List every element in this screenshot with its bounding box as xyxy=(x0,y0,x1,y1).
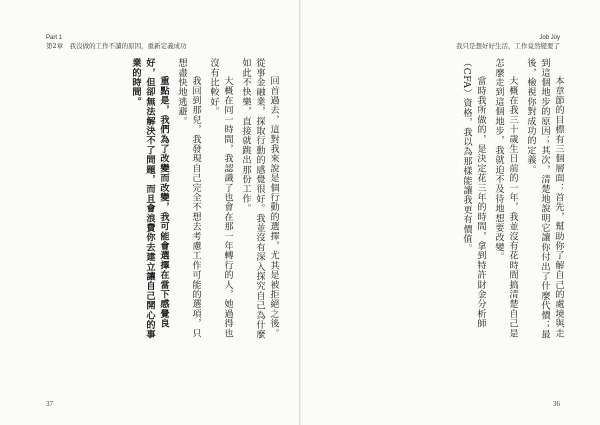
left-body-text xyxy=(46,58,280,343)
book-title: Job Joy xyxy=(539,35,560,41)
left-page xyxy=(0,0,299,425)
left-paragraph-bold: 重點是，我們為了改變而改變，我可能會選擇在當下感覺良好，但卻無法解決不了問題，而且會浪費你去建立讓自己開心的事業的時間。 xyxy=(130,58,169,340)
book-subtitle: 我只是想好好生活，工作竟然變要了 xyxy=(456,42,560,50)
right-body-text xyxy=(331,58,565,343)
left-paragraph: 大概在同一時間，我認識了也會在那一年轉行的人，她過得也沒有比較好。 xyxy=(208,58,233,339)
right-paragraph: 當時我所做的，是決定花三年的時間，拿到特許財金分析師（CFA）資格，我以為那樣能讓我更有價值。 xyxy=(461,58,486,329)
left-paragraph: 回首過去，這對我來說是個行動的選擇，尤其是被拒絕之後。從事金融業，探取行動的感覺很好。我並沒有深入探究自己為什麼如此不快樂，直接就跳出那份工作。 xyxy=(240,58,279,340)
right-paragraph: 大概在我三十歲生日前的一年，我並沒有花時間搞清楚自己是怎麼走到這個地步，我就迫不及待地想要改變。 xyxy=(493,58,518,339)
left-paragraph: 我回到那兒，我發現自己完全不想去考慮工作可能的選項，只想盡快地逃避。 xyxy=(176,58,201,339)
chapter-label: 第2章 我沒做的工作不讀的原因，重新定義成功 xyxy=(46,42,187,50)
right-page xyxy=(301,0,600,425)
right-page-number: 36 xyxy=(553,400,560,408)
part-label: Part 1 xyxy=(46,35,63,41)
left-page-number: 37 xyxy=(46,400,53,408)
right-paragraph: 本章節的目標有三個層面：首先，幫助你了解自己的處境與走到這個地步的原因；其次，清楚地說明它讓你付出了什麼代價；最後，檢視你對成功的定義。 xyxy=(525,58,564,340)
right-running-head xyxy=(456,34,560,50)
left-running-head xyxy=(46,34,187,50)
